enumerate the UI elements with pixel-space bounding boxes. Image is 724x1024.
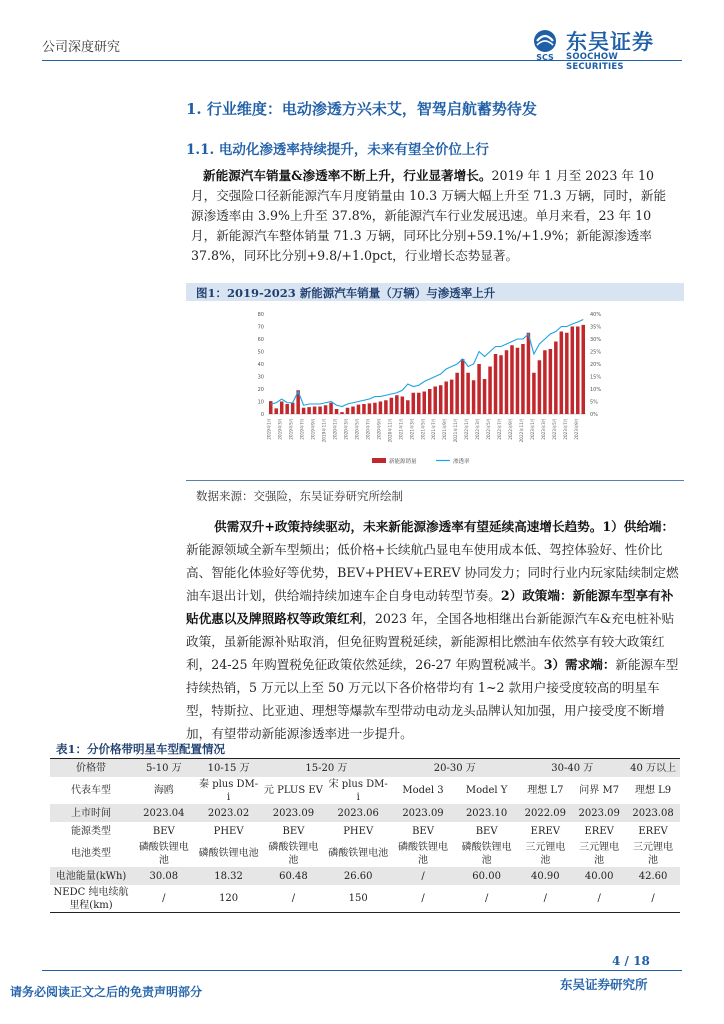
y-left-tick-label: 50	[257, 349, 264, 356]
sales-bar	[461, 359, 465, 414]
y-left-tick-label: 20	[257, 387, 264, 393]
table-cell: 秦 plus DM-i	[199, 778, 259, 803]
penetration-line	[271, 320, 584, 407]
sales-bar	[384, 400, 388, 414]
y-left-tick-label: 10	[257, 399, 264, 406]
para2-lead: 供需双升+政策持续驱动，未来新能源渗透率有望延续高速增长趋势。1）供给端：	[214, 519, 675, 534]
row-label: 能源类型	[71, 825, 111, 837]
y-right-tick-label: 15%	[590, 374, 602, 381]
legend-label-sales: 新能源销量	[389, 459, 417, 465]
sales-bar	[307, 407, 311, 414]
sales-bar	[412, 393, 416, 414]
table-cell: 理想 L9	[634, 785, 672, 796]
sales-bar	[571, 327, 575, 415]
sales-bar	[494, 354, 498, 414]
table-cell: 2022.09	[518, 804, 572, 822]
table-cell: /	[391, 885, 455, 913]
disclaimer-notice: 请务必阅读正文之后的免责声明部分	[10, 985, 203, 999]
sales-bar	[560, 332, 564, 415]
page-number: 4 / 18	[612, 954, 650, 968]
sales-bar	[433, 387, 437, 415]
x-tick-label: 2019年11月	[321, 418, 327, 443]
row-label: 电池能量(kWh)	[50, 867, 132, 885]
table-cell: 磷酸铁锂电池	[398, 841, 448, 866]
x-tick-label: 2023年5月	[551, 418, 557, 440]
y-left-tick-label: 70	[257, 324, 264, 331]
x-tick-label: 2023年1月	[529, 418, 535, 440]
row-label: NEDC 纯电续航里程(km)	[50, 885, 132, 913]
table-cell: /	[626, 885, 680, 913]
row-label: 价格带	[50, 759, 132, 778]
sales-bar	[406, 400, 410, 414]
table-cell: 理想 L7	[527, 785, 564, 796]
table-cell: 120	[196, 885, 262, 913]
table-cell: 元 PLUS EV	[263, 785, 323, 796]
subsection-heading: 1.1. 电动化渗透率持续提升，未来有望全价位上行	[186, 142, 489, 158]
table-cell: 40.90	[518, 867, 572, 885]
sales-bar	[362, 404, 366, 414]
table-cell: 30-40 万	[518, 759, 626, 778]
table-cell: 磷酸铁锂电池	[328, 848, 389, 859]
x-tick-label: 2022年3月	[475, 418, 481, 440]
x-tick-label: 2022年7月	[497, 418, 503, 440]
row-label: 上市时间	[50, 804, 132, 822]
logo-mark-text: SCS	[536, 53, 554, 62]
x-tick-label: 2019年9月	[310, 418, 316, 440]
sales-bar	[291, 403, 295, 414]
x-tick-label: 2022年1月	[464, 418, 470, 440]
table-cell: 5-10 万	[132, 759, 196, 778]
x-tick-label: 2022年9月	[507, 418, 513, 440]
table-cell: BEV	[412, 825, 434, 837]
para2-policy-lead: 2）政策端：新能源车型享有补贴优惠以及牌照路权等政策红利	[186, 588, 674, 626]
table-cell: 60.00	[455, 867, 519, 885]
table-cell: 40.00	[572, 867, 626, 885]
sales-bar	[390, 398, 394, 414]
table-cell: 问界 M7	[579, 785, 620, 796]
table-cell: EREV	[638, 825, 668, 837]
legend-swatch-sales	[372, 458, 386, 463]
table-cell: 15-20 万	[262, 759, 392, 778]
sales-bar	[357, 405, 361, 414]
sales-bar	[280, 402, 284, 415]
table-cell: 2023.09	[572, 804, 626, 822]
table-cell: 2023.04	[132, 804, 196, 822]
table-row-launch	[50, 804, 680, 822]
sales-bar	[543, 350, 547, 414]
sales-bar	[269, 401, 273, 414]
x-tick-label: 2021年5月	[420, 418, 426, 440]
y-right-tick-label: 40%	[590, 312, 602, 318]
table-cell: 2023.10	[455, 804, 519, 822]
sales-bar	[324, 405, 328, 414]
table-cell: /	[391, 867, 455, 885]
table-cell: 三元锂电池	[525, 841, 566, 866]
x-tick-label: 2020年7月	[365, 418, 371, 440]
table-cell: 40 万以上	[626, 759, 680, 778]
sales-bar	[285, 404, 289, 414]
sales-bar	[510, 345, 514, 414]
sales-bar	[318, 407, 322, 415]
sales-bar	[368, 403, 372, 414]
sales-bar	[565, 333, 569, 414]
logo-en-text: SOOCHOW SECURITIES	[566, 52, 624, 72]
x-tick-label: 2021年11月	[453, 418, 459, 443]
sales-bar	[302, 408, 306, 414]
table-row-capacity	[50, 867, 680, 885]
y-right-tick-label: 0%	[590, 412, 598, 418]
table-cell: /	[455, 885, 519, 913]
sales-bar	[521, 344, 525, 414]
sales-bar	[395, 395, 399, 414]
sales-bar	[423, 392, 427, 415]
sales-bar	[576, 327, 580, 415]
figure-title: 图1：2019-2023 新能源汽车销量（万辆）与渗透率上升	[196, 286, 496, 300]
sales-bar	[439, 385, 443, 414]
figure-rule	[186, 480, 684, 481]
table-cell: EREV	[584, 825, 614, 837]
table-cell: PHEV	[343, 825, 374, 837]
y-right-tick-label: 5%	[590, 399, 598, 406]
doc-type-label: 公司深度研究	[42, 40, 121, 55]
y-left-tick-label: 0	[260, 412, 264, 418]
sales-bar	[527, 333, 531, 414]
para2-demand-lead: 3）需求端：	[543, 657, 616, 672]
y-left-tick-label: 80	[257, 312, 264, 318]
table-cell: 宋 plus DM-i	[328, 778, 388, 803]
table-cell: 10-15 万	[196, 759, 262, 778]
logo-cn-text: 东吴证券	[566, 30, 654, 54]
table-cell: 2023.06	[325, 804, 391, 822]
paragraph-sales-growth	[191, 166, 678, 266]
y-right-tick-label: 30%	[590, 337, 602, 343]
table-cell: BEV	[282, 825, 305, 837]
y-right-tick-label: 20%	[590, 362, 602, 368]
table-cell: /	[262, 885, 326, 913]
sales-bar	[582, 325, 586, 414]
para1-body: 2019 年 1 月至 2023 年 10 月，交强险口径新能源汽车月度销量由 10.3 万辆大幅上升至 71.3 万辆，同时，新能源渗透率由 3.9%上升至 37.8%，新能源汽车行业发展迅速。单月来看，23 年 10 月，新能源汽车整体销量 71.3 万辆，同环比分别+59.1%/+1.9%；新能源渗透率 37.8%，同环比分别+9.8/+1.0pct，行业增长态势显著。	[191, 168, 667, 263]
sales-bar	[477, 364, 481, 414]
y-left-tick-label: 60	[257, 337, 264, 343]
sales-bar	[450, 380, 454, 414]
table-cell: 海鸥	[153, 785, 174, 796]
sales-bar	[340, 412, 344, 414]
table-row-battery	[50, 840, 680, 867]
legend-label-penetration: 渗透率	[453, 459, 470, 465]
table-cell: BEV	[152, 825, 175, 837]
sales-bar	[379, 402, 383, 415]
sales-bar	[488, 367, 492, 415]
table-cell: PHEV	[213, 825, 244, 837]
para2-policy: ，2023 年，全国各地相继出台新能源汽车&充电桩补贴政策，虽新能源补贴取消，但免征购置税延续，新能源相比燃油车依然享有较大政策红利，24-25 年购置税免征政策依然延续，26-27 年购置税减半。	[186, 611, 675, 672]
sales-bar	[466, 373, 470, 414]
x-tick-label: 2022年5月	[486, 418, 492, 440]
x-tick-label: 2020年5月	[354, 418, 360, 440]
table-cell: 2023.08	[626, 804, 680, 822]
x-tick-label: 2021年3月	[409, 418, 415, 440]
x-tick-label: 2019年1月	[266, 418, 272, 440]
sales-bar	[505, 350, 509, 414]
model-config-table	[50, 758, 680, 913]
table-title: 表1：分价格带明星车型配置情况	[56, 742, 225, 756]
table-cell: 磷酸铁锂电池	[461, 841, 512, 866]
sales-bar	[373, 403, 377, 414]
x-tick-label: 2020年9月	[376, 418, 382, 440]
table-row-price	[50, 759, 680, 778]
sales-bar	[346, 408, 350, 414]
footer-rule	[42, 970, 682, 971]
logo-mark-icon	[528, 28, 562, 62]
para2-supply: 新能源领域全新车型频出；低价格+长续航凸显电车使用成本低、驾控体验好、性价比高、智能化体验好等优势，BEV+PHEV+EREV 协同发力；同时行业内玩家陆续制定燃油车退出计划，供给端持续加速车企自身电动转型节奏。	[186, 542, 679, 603]
table-cell: 磷酸铁锂电池	[138, 841, 189, 866]
y-left-tick-label: 30	[257, 374, 264, 381]
x-tick-label: 2021年9月	[442, 418, 448, 440]
para1-lead: 新能源汽车销量&渗透率不断上升，行业显著增长。	[203, 168, 492, 183]
x-tick-label: 2021年1月	[398, 418, 404, 440]
sales-bar	[499, 355, 503, 414]
x-tick-label: 2020年3月	[343, 418, 349, 440]
figure-source: 数据来源：交强险，东吴证券研究所绘制	[196, 489, 403, 503]
table-row-energy	[50, 822, 680, 840]
row-label: 代表车型	[71, 785, 111, 796]
table-cell: 26.60	[325, 867, 391, 885]
table-cell: EREV	[530, 825, 561, 837]
table-cell: 60.48	[262, 867, 326, 885]
sales-bar	[417, 393, 421, 414]
table-cell: 18.32	[196, 867, 262, 885]
x-tick-label: 2020年11月	[387, 418, 393, 443]
table-cell: 42.60	[626, 867, 680, 885]
table-cell: BEV	[475, 825, 498, 837]
y-right-tick-label: 35%	[590, 324, 602, 331]
sales-bar	[274, 408, 278, 414]
table-cell: Model 3	[402, 785, 444, 796]
table-row-model	[50, 777, 680, 804]
sales-bar	[554, 342, 558, 415]
y-right-tick-label: 10%	[590, 387, 602, 393]
x-tick-label: 2023年3月	[540, 418, 546, 440]
sales-bar	[532, 373, 536, 414]
sales-bar	[483, 379, 487, 414]
section-heading: 1. 行业维度：电动渗透方兴未艾，智驾启航蓄势待发	[186, 100, 537, 118]
sales-bar	[472, 380, 476, 414]
x-tick-label: 2019年7月	[299, 418, 305, 440]
table-cell: 磷酸铁锂电池	[198, 848, 259, 859]
y-left-tick-label: 40	[257, 362, 264, 368]
y-right-tick-label: 25%	[590, 349, 602, 356]
paragraph-drivers	[186, 515, 680, 745]
table-cell: /	[518, 885, 572, 913]
footer-org: 东吴证券研究所	[560, 977, 648, 992]
table-cell: 30.08	[132, 867, 196, 885]
sales-penetration-chart	[186, 302, 684, 478]
x-tick-label: 2020年1月	[332, 418, 338, 440]
sales-bar	[428, 389, 432, 414]
table-cell: /	[132, 885, 196, 913]
x-tick-label: 2022年11月	[518, 418, 524, 443]
x-tick-label: 2019年3月	[277, 418, 283, 440]
table-cell: 三元锂电池	[579, 841, 620, 866]
x-tick-label: 2023年7月	[562, 418, 568, 440]
table-cell: 20-30 万	[391, 759, 518, 778]
table-cell: /	[572, 885, 626, 913]
table-cell: Model Y	[465, 785, 508, 796]
sales-bar	[538, 360, 542, 414]
sales-bar	[401, 397, 405, 415]
table-cell: 150	[325, 885, 391, 913]
table-row-range	[50, 885, 680, 913]
x-tick-label: 2021年7月	[431, 418, 437, 440]
x-tick-label: 2019年5月	[288, 418, 294, 440]
table-cell: 三元锂电池	[633, 841, 674, 866]
sales-bar	[549, 349, 553, 414]
table-cell: 2023.09	[391, 804, 455, 822]
row-label: 电池类型	[71, 848, 111, 859]
x-tick-label: 2023年9月	[573, 418, 579, 440]
table-cell: 磷酸铁锂电池	[268, 841, 319, 866]
sales-bar	[335, 409, 339, 414]
para2-demand: 新能源车型持续热销，5 万元以上至 50 万元以下各价格带均有 1~2 款用户接受度较高的明星车型，特斯拉、比亚迪、理想等爆款车型带动电动龙头品牌认知加强，用户接受度不断增加，有望带动新能源渗透率进一步提升。	[186, 657, 679, 741]
sales-bar	[444, 382, 448, 415]
sales-bar	[329, 403, 333, 414]
sales-bar	[351, 407, 355, 415]
table-cell: 2023.09	[262, 804, 326, 822]
table-cell: 2023.02	[196, 804, 262, 822]
sales-bar	[455, 373, 459, 414]
header-rule	[42, 60, 682, 61]
sales-bar	[516, 348, 520, 414]
sales-bar	[313, 407, 317, 415]
